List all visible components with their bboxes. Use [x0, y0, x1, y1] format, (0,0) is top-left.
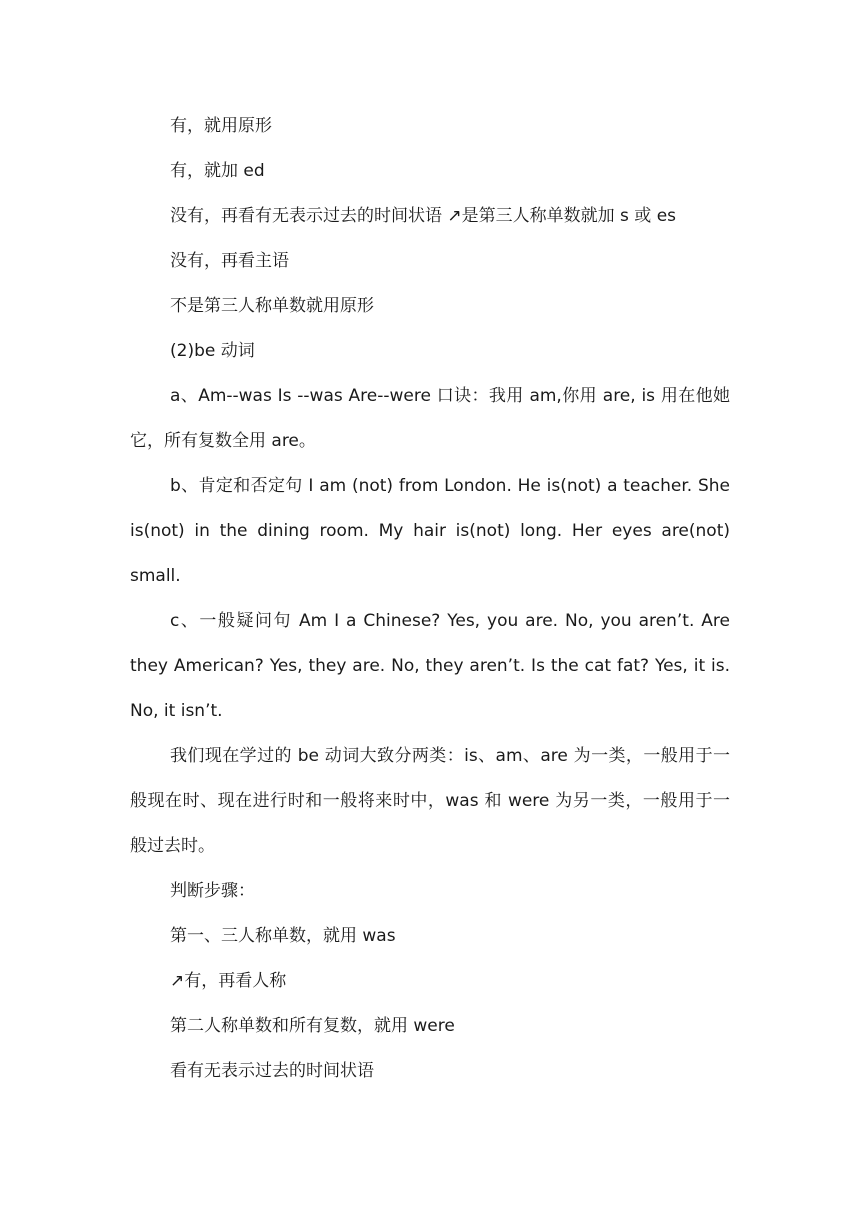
text-line-2: 有，就加 ed — [170, 161, 265, 181]
text-paragraph-9: c、一般疑问句 Am I a Chinese? Yes, you are. No, you aren’t. Are they American? Yes, they are. No, they aren’t. Is the cat fat? Yes, it is. No, it isn’t. — [130, 611, 730, 721]
text-line-12: 第一、三人称单数，就用 was — [170, 926, 396, 946]
text-paragraph-3: 没有，再看有无表示过去的时间状语 ↗是第三人称单数就加 s 或 es — [170, 206, 677, 226]
text-line-11: 判断步骤： — [170, 881, 255, 901]
text-line-13: ↗有，再看人称 — [170, 971, 287, 991]
text-line-14: 第二人称单数和所有复数，就用 were — [170, 1016, 455, 1036]
text-line-5: 不是第三人称单数就用原形 — [170, 296, 374, 316]
text-paragraph-8: b、肯定和否定句 I am (not) from London. He is(not) a teacher. She is(not) in the dining room. My hair is(not) long. Her eyes are(not) small. — [130, 476, 730, 586]
document-page — [130, 104, 730, 1094]
text-paragraph-7: a、Am--was Is --was Are--were 口诀：我用 am,你用 are, is 用在他她它，所有复数全用 are。 — [130, 386, 730, 451]
text-line-6: (2)be 动词 — [170, 341, 255, 361]
text-line-1: 有，就用原形 — [170, 116, 272, 136]
text-line-15: 看有无表示过去的时间状语 — [170, 1061, 374, 1081]
text-paragraph-10: 我们现在学过的 be 动词大致分两类：is、am、are 为一类，一般用于一般现在时、现在进行时和一般将来时中，was 和 were 为另一类，一般用于一般过去时。 — [130, 746, 730, 856]
text-line-4: 没有，再看主语 — [170, 251, 289, 271]
